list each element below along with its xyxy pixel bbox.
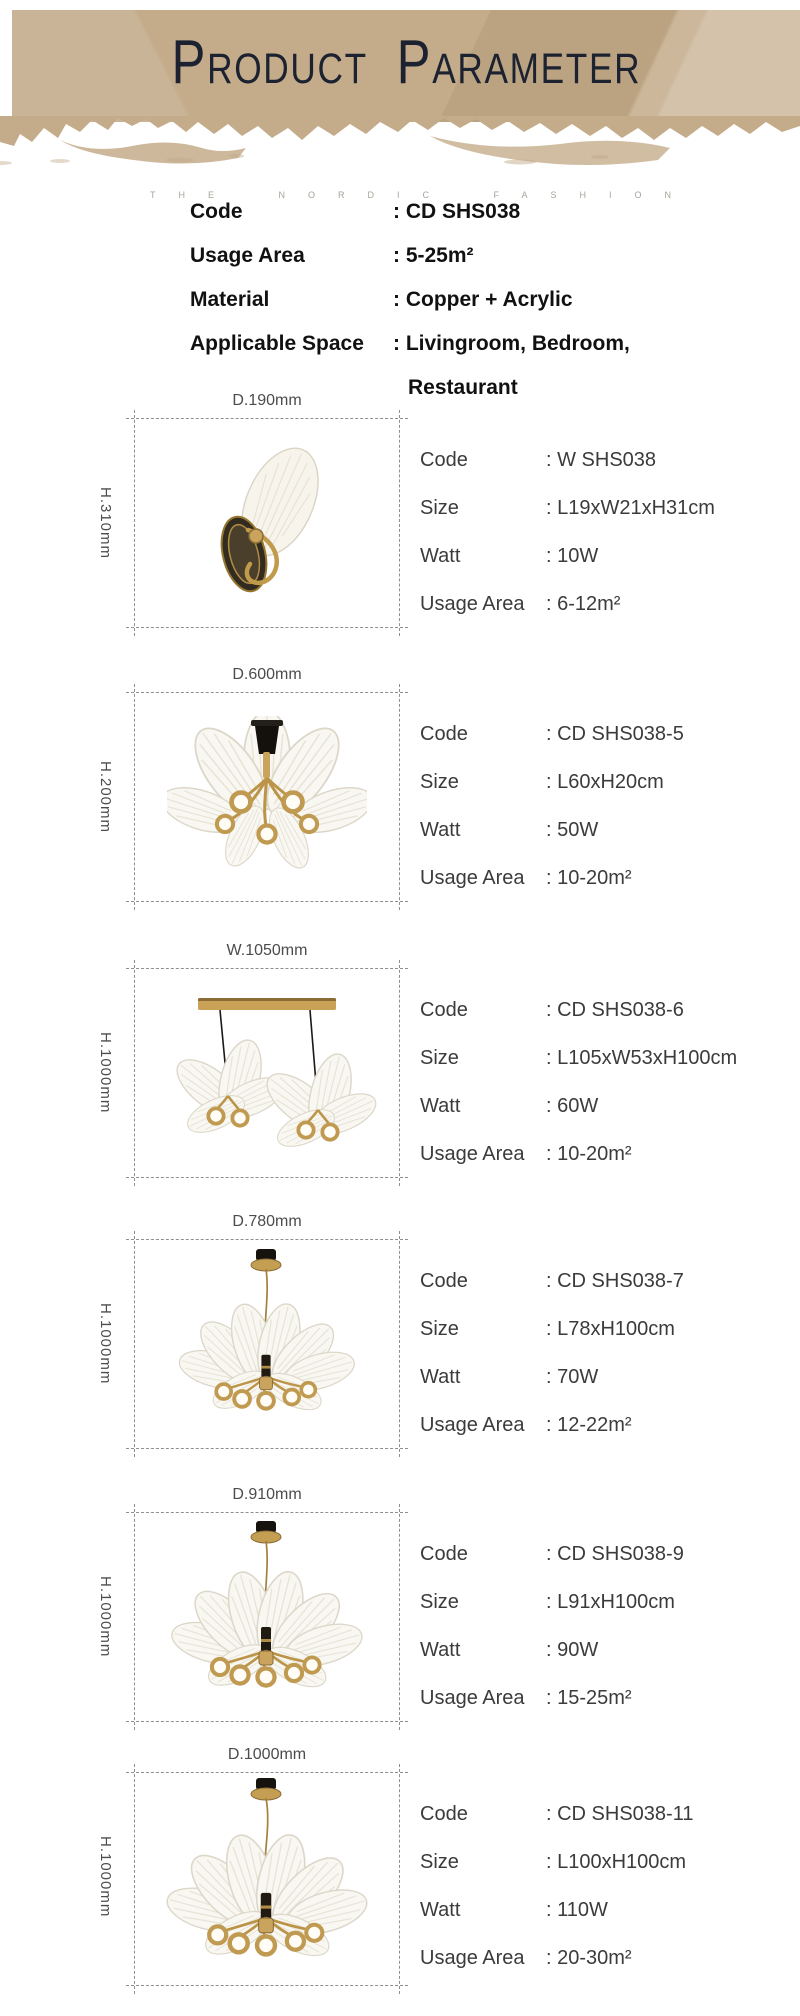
dimension-height-label: H.1000mm bbox=[97, 1836, 114, 1918]
dimension-height-label: H.200mm bbox=[97, 760, 114, 834]
dimension-height-label: H.310mm bbox=[97, 486, 114, 560]
spec-list bbox=[420, 710, 684, 902]
overview-value: : CD SHS038 bbox=[393, 200, 521, 223]
product-section-3 bbox=[0, 942, 800, 1180]
spec-label: Watt bbox=[420, 1366, 461, 1388]
spec-value: : 6-12m² bbox=[546, 593, 621, 615]
spec-list bbox=[420, 986, 737, 1178]
spec-label: Size bbox=[420, 1318, 459, 1340]
spec-value: : L60xH20cm bbox=[546, 771, 664, 793]
linear-pendant-image bbox=[134, 978, 400, 1170]
spec-value: : L91xH100cm bbox=[546, 1591, 675, 1613]
spec-value: : 10-20m² bbox=[546, 1143, 632, 1165]
spec-label: Usage Area bbox=[420, 867, 525, 889]
overview-specs bbox=[190, 190, 750, 410]
dimension-width-label: D.780mm bbox=[232, 1213, 302, 1230]
spec-label: Usage Area bbox=[420, 1143, 525, 1165]
spec-value: : 10-20m² bbox=[546, 867, 632, 889]
dimension-height-label: H.1000mm bbox=[97, 1032, 114, 1114]
overview-value: : Copper + Acrylic bbox=[393, 288, 573, 311]
spec-value: : L78xH100cm bbox=[546, 1318, 675, 1340]
spec-value: : L105xW53xH100cm bbox=[546, 1047, 738, 1069]
spec-label: Size bbox=[420, 771, 459, 793]
tagline: THE NORDIC FASHION bbox=[150, 190, 695, 200]
spec-value: : L19xW21xH31cm bbox=[546, 497, 715, 519]
spec-list bbox=[420, 1257, 684, 1449]
overview-label: Code bbox=[190, 200, 243, 223]
wall-lamp-image bbox=[134, 440, 400, 612]
spec-list bbox=[420, 1790, 693, 1982]
product-section-5 bbox=[0, 1486, 800, 1724]
spec-list bbox=[420, 436, 715, 628]
overview-label: Usage Area bbox=[190, 244, 305, 267]
overview-label: Applicable Space bbox=[190, 332, 364, 355]
spec-value: : CD SHS038-5 bbox=[546, 723, 684, 745]
product-section-6 bbox=[0, 1746, 800, 1984]
spec-label: Size bbox=[420, 1851, 459, 1873]
overview-value: : Livingroom, Bedroom, bbox=[393, 332, 630, 355]
spec-value: : W SHS038 bbox=[546, 449, 657, 471]
pendant-lamp-image-1000 bbox=[134, 1774, 400, 1984]
spec-label: Code bbox=[420, 1543, 468, 1565]
spec-label: Code bbox=[420, 999, 468, 1021]
spec-value: : 50W bbox=[546, 819, 599, 841]
overview-label: Material bbox=[190, 288, 270, 311]
pendant-lamp-image-910 bbox=[134, 1517, 400, 1717]
spec-label: Size bbox=[420, 1591, 459, 1613]
spec-list bbox=[420, 1530, 684, 1722]
overview-value: : 5-25m² bbox=[393, 244, 474, 267]
spec-label: Watt bbox=[420, 1899, 461, 1921]
spec-label: Code bbox=[420, 1803, 468, 1825]
spec-value: : L100xH100cm bbox=[546, 1851, 687, 1873]
spec-label: Size bbox=[420, 1047, 459, 1069]
overview-row bbox=[190, 278, 750, 322]
spec-value: : 110W bbox=[546, 1899, 608, 1921]
spec-label: Size bbox=[420, 497, 459, 519]
spec-value: : 10W bbox=[546, 545, 599, 567]
spec-label: Usage Area bbox=[420, 1687, 525, 1709]
spec-value: : CD SHS038-11 bbox=[546, 1803, 694, 1825]
spec-value: : 90W bbox=[546, 1639, 599, 1661]
product-section-2 bbox=[0, 666, 800, 904]
spec-label: Watt bbox=[420, 1095, 461, 1117]
spec-value: : 70W bbox=[546, 1366, 599, 1388]
ceiling-lamp-image bbox=[134, 716, 400, 878]
dimension-width-label: W.1050mm bbox=[226, 942, 308, 959]
spec-label: Usage Area bbox=[420, 593, 525, 615]
spec-label: Code bbox=[420, 1270, 468, 1292]
spec-label: Code bbox=[420, 449, 468, 471]
spec-value: : CD SHS038-9 bbox=[546, 1543, 684, 1565]
spec-label: Usage Area bbox=[420, 1947, 525, 1969]
banner bbox=[12, 10, 800, 122]
spec-value: : 60W bbox=[546, 1095, 599, 1117]
overview-row bbox=[190, 322, 750, 366]
spec-value: : 15-25m² bbox=[546, 1687, 632, 1709]
spec-value: : CD SHS038-7 bbox=[546, 1270, 684, 1292]
product-section-4 bbox=[0, 1213, 800, 1451]
overview-row bbox=[190, 234, 750, 278]
dimension-width-label: D.600mm bbox=[232, 666, 302, 683]
overview-row bbox=[190, 190, 750, 234]
spec-label: Watt bbox=[420, 819, 461, 841]
brush-stroke-decoration bbox=[0, 116, 800, 172]
dimension-width-label: D.910mm bbox=[232, 1486, 302, 1503]
spec-value: : 12-22m² bbox=[546, 1414, 632, 1436]
spec-value: : 20-30m² bbox=[546, 1947, 632, 1969]
spec-label: Code bbox=[420, 723, 468, 745]
dimension-width-label: D.1000mm bbox=[227, 1746, 307, 1763]
dimension-height-label: H.1000mm bbox=[97, 1576, 114, 1658]
dimension-height-label: H.1000mm bbox=[97, 1303, 114, 1385]
product-section-1 bbox=[0, 392, 800, 630]
spec-value: : CD SHS038-6 bbox=[546, 999, 684, 1021]
dimension-width-label: D.190mm bbox=[232, 392, 302, 409]
overview-value: Restaurant bbox=[408, 376, 518, 399]
spec-label: Watt bbox=[420, 545, 461, 567]
spec-label: Watt bbox=[420, 1639, 461, 1661]
pendant-lamp-image-780 bbox=[134, 1245, 400, 1445]
page-title: Product Parameter bbox=[171, 28, 641, 97]
spec-label: Usage Area bbox=[420, 1414, 525, 1436]
